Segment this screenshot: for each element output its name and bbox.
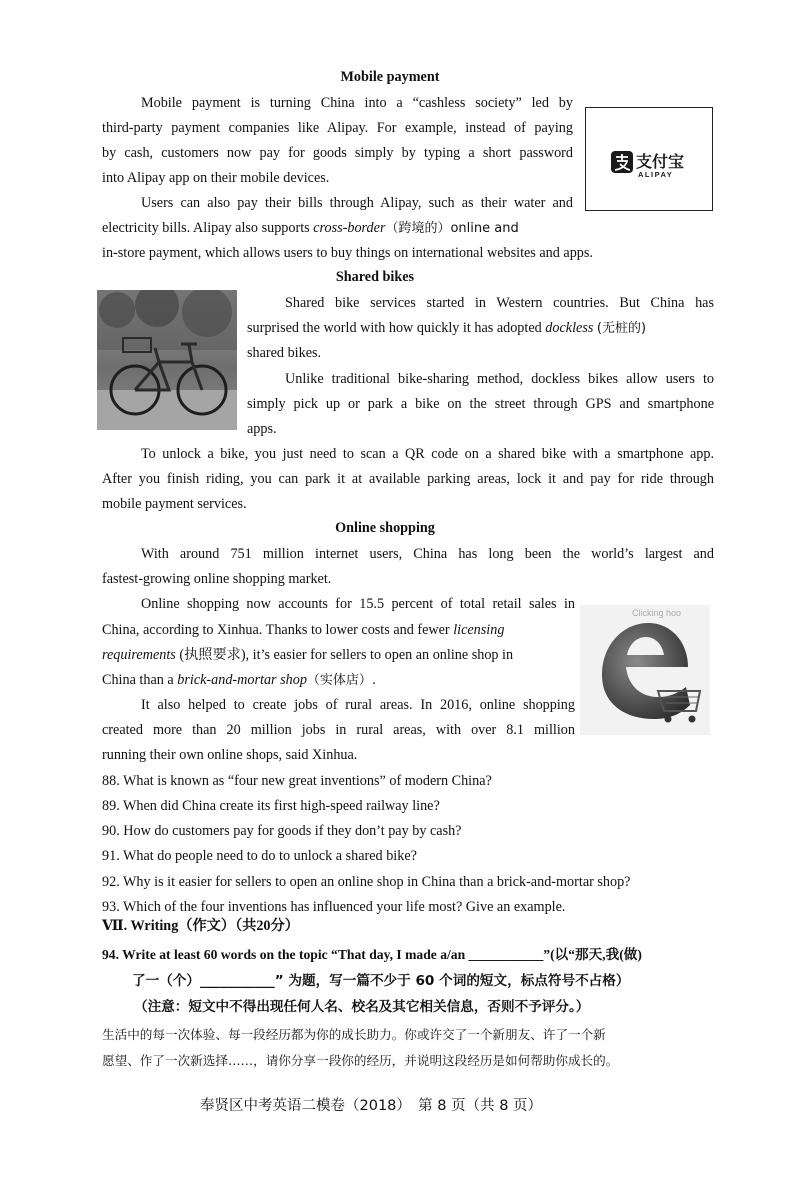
mp-line-2: third-party payment companies like Alipay. For example, instead of paying [102,120,573,136]
shared-bike-photo [97,290,237,430]
mp-line-6c: （跨境的）online and [385,221,519,236]
alipay-logo-icon [611,151,633,173]
sb-line-4: Unlike traditional bike-sharing method, dockless bikes allow users to [285,371,714,387]
page-footer: 奉贤区中考英语二模卷（2018） 第 8 页（共 8 页） [200,1098,543,1114]
question-91: 91. What do people need to do to unlock a shared bike? [102,848,417,864]
question-90: 90. How do customers pay for goods if they don’t pay by cash? [102,823,462,839]
sb-line-2a: surprised the world with how quickly it has adopted [247,320,542,336]
os-term-licensing: licensing [453,622,505,638]
mp-line-3: by cash, customers now pay for goods simply by typing a short password [102,145,573,161]
os-term-brick: brick-and-mortar shop [177,672,307,688]
os-line-9: running their own online shops, said Xinhua. [102,747,358,763]
writing-description-line-1: 生活中的每一次体验、每一段经历都为你的成长助力。你或许交了一个新朋友、许了一个新 [102,1027,606,1042]
writing-prompt-line-1: 94. Write at least 60 words on the topic “That day, I made a/an ___________”(以“那天,我(做) [102,947,642,962]
sb-line-2c: (无桩的) [596,321,647,336]
os-line-2: fastest-growing online shopping market. [102,571,332,587]
alipay-logo-box [585,107,713,211]
os-line-6a: China than a [102,672,174,688]
os-line-8: created more than 20 million jobs in rural areas, with over 8.1 million [102,722,575,738]
os-line-6c: （实体店）. [306,673,377,688]
os-line-5 [102,646,575,664]
os-line-3: Online shopping now accounts for 15.5 percent of total retail sales in [141,596,575,612]
os-line-5b: (执照要求), it’s easier for sellers to open an online shop in [179,647,514,663]
os-line-4a: China, according to Xinhua. Thanks to lower costs and fewer [102,622,450,638]
os-line-6 [102,671,376,690]
writing-note: （注意：短文中不得出现任何人名、校名及其它相关信息，否则不予评分。） [134,999,590,1015]
question-89: 89. When did China create its first high-speed railway line? [102,798,440,814]
mp-line-6 [102,219,573,238]
os-line-1: With around 751 million internet users, China has long been the world’s largest and [141,546,714,562]
question-92: 92. Why is it easier for sellers to open an online shop in China than a brick-and-mortar shop? [102,874,631,890]
mp-line-6a: electricity bills. Alipay also supports [102,220,310,236]
mp-line-7: in-store payment, which allows users to buy things on international websites and apps. [102,245,593,261]
e-image-caption: Clicking hoo [632,608,682,618]
alipay-logo-chinese: 支付宝 [636,152,685,171]
mp-term-cross-border: cross-border [313,220,386,236]
alipay-logo-english: ALIPAY [638,170,674,179]
mp-line-5: Users can also pay their bills through Alipay, such as their water and [141,195,573,211]
os-line-4 [102,621,575,639]
heading-online-shopping: Online shopping [335,520,435,536]
sb-line-7: To unlock a bike, you just need to scan a QR code on a shared bike with a smartphone app. [141,446,714,462]
sb-line-2 [247,319,714,338]
question-88: 88. What is known as “four new great inventions” of modern China? [102,773,492,789]
sb-line-1: Shared bike services started in Western countries. But China has [285,295,714,311]
online-shopping-e-image [580,605,710,735]
os-term-requirements: requirements [102,647,176,663]
os-line-7: It also helped to create jobs of rural areas. In 2016, online shopping [141,697,575,713]
heading-mobile-payment: Mobile payment [340,69,440,85]
writing-section-title: Ⅶ. Writing（作文）（共20分） [102,918,299,934]
writing-description-line-2: 愿望、作了一次新选择……，请你分享一段你的经历，并说明这段经历是如何帮助你成长的。 [102,1053,619,1068]
mp-line-4: into Alipay app on their mobile devices. [102,170,330,186]
sb-term-dockless: dockless [545,320,594,336]
sb-line-8: After you finish riding, you can park it at available parking areas, lock it and pay for ride through [102,471,714,487]
heading-shared-bikes: Shared bikes [335,269,415,285]
sb-line-5: simply pick up or park a bike on the street through GPS and smartphone [247,396,714,412]
question-93: 93. Which of the four inventions has influenced your life most? Give an example. [102,899,566,915]
sb-line-6: apps. [247,421,277,437]
writing-prompt-line-2: 了一（个）___________” 为题，写一篇不少于 60 个词的短文，标点符号不占格） [132,973,630,989]
sb-line-3: shared bikes. [247,345,322,361]
mp-line-1: Mobile payment is turning China into a “cashless society” led by [141,95,573,111]
sb-line-9: mobile payment services. [102,496,247,512]
